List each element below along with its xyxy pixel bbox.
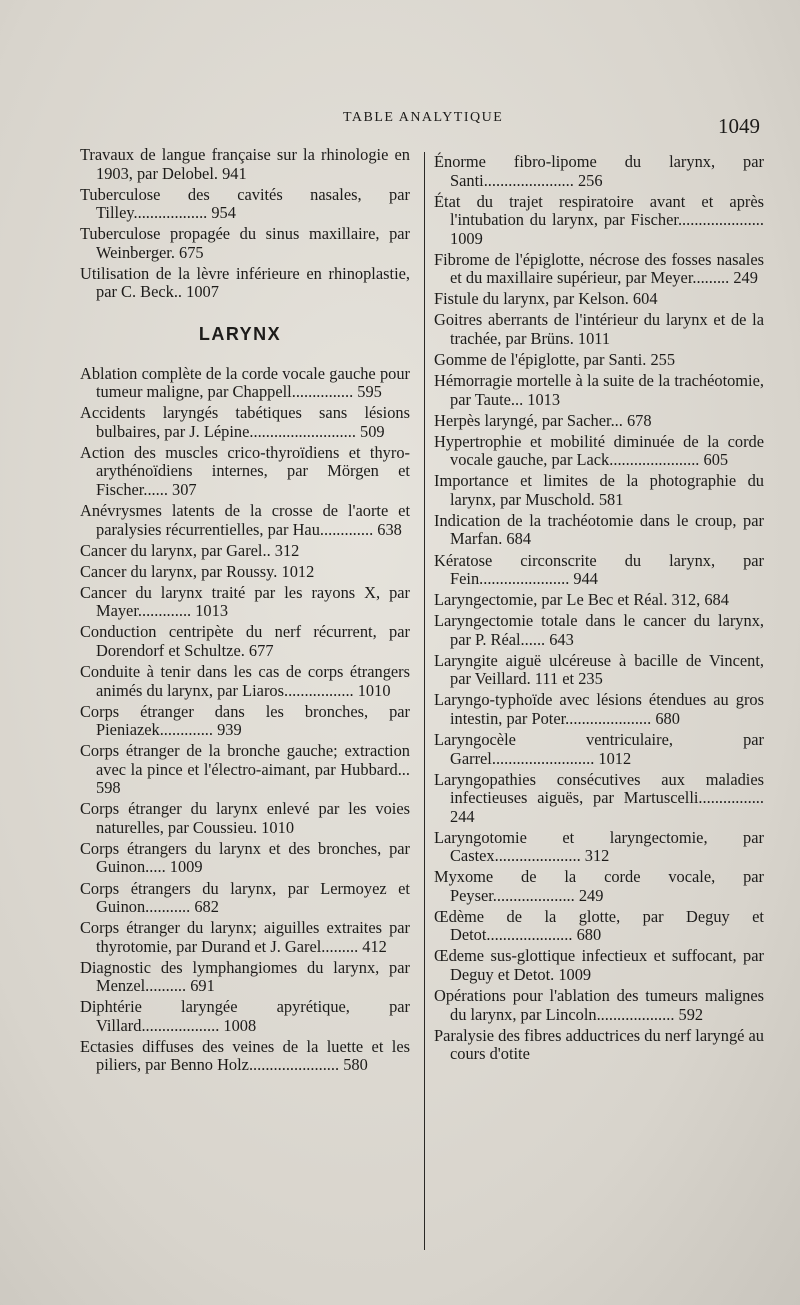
index-entry: Laryngotomie et laryngectomie, par Castex..................... 312 bbox=[434, 827, 764, 866]
left-column bbox=[80, 146, 410, 1077]
index-entry: Énorme fibro-lipome du larynx, par Santi...................... 256 bbox=[434, 152, 764, 190]
section-heading-larynx: LARYNX bbox=[198, 323, 282, 344]
index-entry: Importance et limites de la photographie du larynx, par Muschold. 581 bbox=[434, 471, 764, 509]
index-entry: Indication de la trachéotomie dans le croup, par Marfan. 684 bbox=[434, 510, 764, 549]
index-entry: Laryngectomie, par Le Bec et Réal. 312, 684 bbox=[434, 590, 729, 610]
index-entry: Fistule du larynx, par Kelson. 604 bbox=[434, 289, 658, 309]
index-entry: Conduction centripète du nerf récurrent, par Dorendorf et Schultze. 677 bbox=[80, 622, 410, 660]
index-entry: Hypertrophie et mobilité diminuée de la corde vocale gauche, par Lack...................... 605 bbox=[434, 431, 764, 470]
index-entry: Kératose circonscrite du larynx, par Fein...................... 944 bbox=[434, 550, 764, 589]
index-entry: Opérations pour l'ablation des tumeurs malignes du larynx, par Lincoln................... 592 bbox=[434, 986, 764, 1024]
index-entry: Hémorragie mortelle à la suite de la trachéotomie, par Taute... 1013 bbox=[434, 371, 764, 409]
index-entry: Œdeme sus-glottique infectieux et suffocant, par Deguy et Detot. 1009 bbox=[434, 946, 764, 984]
index-entry: Action des muscles crico-thyroïdiens et thyro-arythénoïdiens internes, par Mörgen et Fischer...... 307 bbox=[80, 442, 410, 499]
index-entry: Laryngocèle ventriculaire, par Garrel......................... 1012 bbox=[434, 730, 764, 768]
index-entry: État du trajet respiratoire avant et après l'intubation du larynx, par Fischer..................... 1009 bbox=[434, 191, 764, 248]
index-entry: Cancer du larynx traité par les rayons X, par Mayer............. 1013 bbox=[80, 582, 410, 621]
index-entry: Diphtérie laryngée apyrétique, par Villard................... 1008 bbox=[80, 997, 410, 1035]
index-entry: Tuberculose propagée du sinus maxillaire, par Weinberger. 675 bbox=[80, 224, 410, 262]
index-entry: Travaux de langue française sur la rhinologie en 1903, par Delobel. 941 bbox=[80, 145, 410, 183]
index-entry: Utilisation de la lèvre inférieure en rhinoplastie, par C. Beck.. 1007 bbox=[80, 263, 410, 302]
index-entry: Corps étranger du larynx; aiguilles extraites par thyrotomie, par Durand et J. Garel......... 412 bbox=[80, 918, 410, 956]
index-entry: Paralysie des fibres adductrices du nerf laryngé au cours d'otite bbox=[434, 1025, 764, 1064]
index-entry: Tuberculose des cavités nasales, par Tilley.................. 954 bbox=[80, 184, 410, 223]
index-entry: Diagnostic des lymphangiomes du larynx, par Menzel.......... 691 bbox=[80, 957, 410, 996]
index-entry: Herpès laryngé, par Sacher... 678 bbox=[434, 410, 652, 430]
index-entry: Gomme de l'épiglotte, par Santi. 255 bbox=[434, 349, 676, 369]
right-column bbox=[434, 153, 764, 1066]
index-entry: Corps étranger de la bronche gauche; extraction avec la pince et l'électro-aimant, par Hubbard... 598 bbox=[80, 741, 410, 798]
index-entry: Cancer du larynx, par Garel.. 312 bbox=[80, 540, 300, 560]
index-entry: Conduite à tenir dans les cas de corps étrangers animés du larynx, par Liaros................. 1010 bbox=[80, 662, 410, 700]
running-header-title: TABLE ANALYTIQUE bbox=[343, 110, 504, 125]
index-entry: Laryngite aiguë ulcéreuse à bacille de Vincent, par Veillard. 111 et 235 bbox=[434, 650, 764, 689]
index-entry: Myxome de la corde vocale, par Peyser.................... 249 bbox=[434, 867, 764, 905]
index-entry: Fibrome de l'épiglotte, nécrose des fosses nasales et du maxillaire supérieur, par Meyer......... 249 bbox=[434, 249, 764, 288]
index-entry: Laryngopathies consécutives aux maladies infectieuses aiguës, par Martuscelli................ 244 bbox=[434, 769, 764, 826]
index-entry: Goitres aberrants de l'intérieur du larynx et de la trachée, par Brüns. 1011 bbox=[434, 310, 764, 348]
index-entry: Cancer du larynx, par Roussy. 1012 bbox=[80, 561, 315, 581]
index-entry: Corps étranger dans les bronches, par Pieniazek............. 939 bbox=[80, 701, 410, 740]
column-divider bbox=[424, 152, 425, 1250]
index-entry: Œdème de la glotte, par Deguy et Detot..................... 680 bbox=[434, 906, 764, 945]
index-entry: Laryngo-typhoïde avec lésions étendues au gros intestin, par Poter..................... 680 bbox=[434, 690, 764, 728]
index-entry: Ectasies diffuses des veines de la luette et les piliers, par Benno Holz...................... 580 bbox=[80, 1036, 410, 1075]
index-entry: Corps étrangers du larynx et des bronches, par Guinon..... 1009 bbox=[80, 838, 410, 877]
index-entry: Laryngectomie totale dans le cancer du larynx, par P. Réal...... 643 bbox=[434, 611, 764, 649]
index-entry: Anévrysmes latents de la crosse de l'aorte et paralysies récurrentielles, par Hau............. 638 bbox=[80, 501, 410, 539]
index-entry: Accidents laryngés tabétiques sans lésions bulbaires, par J. Lépine.......................... 509 bbox=[80, 403, 410, 441]
index-entry: Corps étranger du larynx enlevé par les voies naturelles, par Coussieu. 1010 bbox=[80, 799, 410, 837]
index-entry: Corps étrangers du larynx, par Lermoyez et Guinon........... 682 bbox=[80, 878, 410, 916]
index-entry: Ablation complète de la corde vocale gauche pour tumeur maligne, par Chappell............... 595 bbox=[80, 363, 410, 402]
page-number: 1049 bbox=[718, 114, 760, 138]
